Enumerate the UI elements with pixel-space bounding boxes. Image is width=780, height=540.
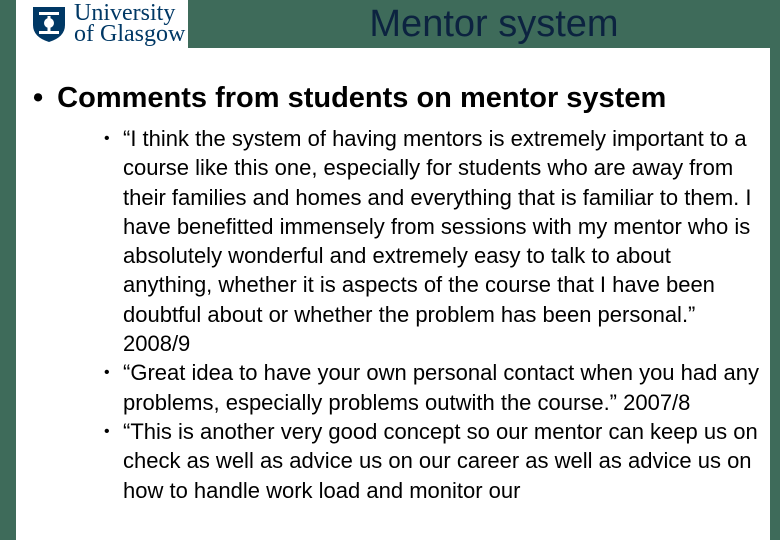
slide-title: Mentor system — [369, 3, 619, 45]
main-heading — [33, 82, 666, 115]
bullet-icon: • — [33, 82, 44, 114]
right-border — [770, 0, 780, 540]
logo-line-1: University — [74, 0, 176, 26]
bullet-icon: • — [104, 130, 110, 147]
comment-item — [104, 358, 764, 417]
bullet-icon: • — [104, 364, 110, 382]
crest-icon — [31, 5, 67, 43]
title-area — [192, 0, 780, 48]
logo-line-2: of Glasgow — [74, 21, 186, 47]
heading-text: Comments from students on mentor system — [57, 82, 667, 114]
left-border — [0, 0, 16, 540]
comment-item — [104, 417, 764, 505]
comment-text: “This is another very good concept so our mentor can keep us on check as well as advice us on our career as well as advice us on how to handle work load and monitor our — [123, 418, 758, 503]
comment-item — [104, 124, 764, 358]
comment-text: “Great idea to have your own personal contact when you had any problems, especially problems outwith the course.” 2007/8 — [123, 360, 759, 415]
comment-list — [104, 124, 764, 505]
comment-text: “I think the system of having mentors is extremely important to a course like this one, especially for students who are away from their families and homes and everything that is familiar to them. I have benefitted immensely from sessions with my mentor who is absolutely wonderful and extremely easy to talk to about anything, whether it is aspects of the course that I have been doubtful about or whether the problem has been personal.” 2008/9 — [123, 126, 752, 357]
bullet-icon: • — [104, 422, 110, 440]
university-logo — [16, 0, 188, 48]
